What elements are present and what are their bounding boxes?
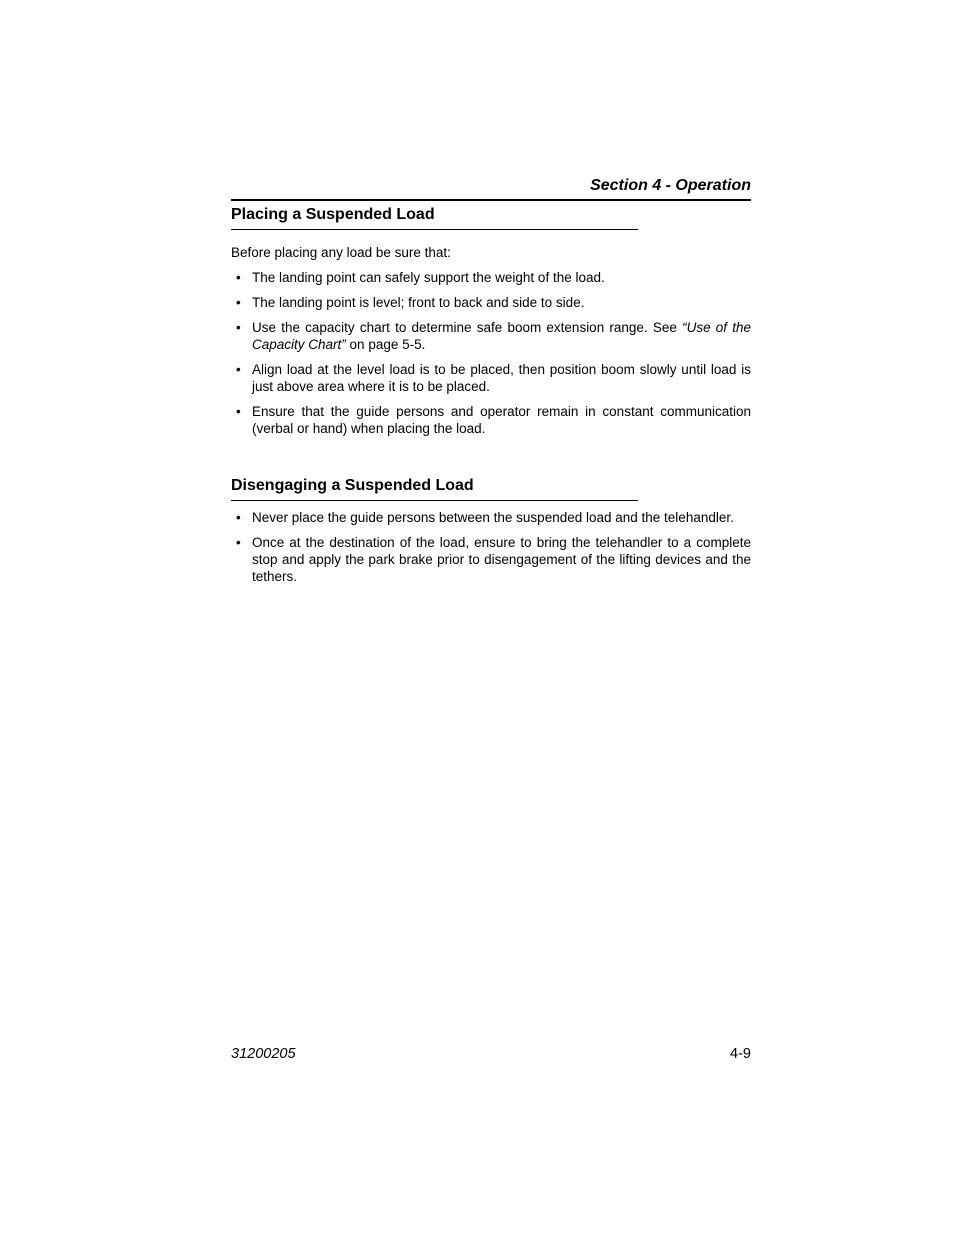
list-item (231, 294, 751, 311)
list-item (231, 269, 751, 286)
capacity-chart-reference: “Use of the Capacity Chart” (252, 320, 751, 352)
list-item (231, 403, 751, 437)
placing-intro: Before placing any load be sure that: (231, 245, 451, 260)
list-item (231, 361, 751, 395)
bullet-icon: • (236, 404, 241, 419)
bullet-icon: • (236, 510, 241, 525)
disengaging-bullet-list (231, 509, 751, 585)
list-item-text: Once at the destination of the load, ensure to bring the telehandler to a complete stop and apply the park brake prior to disengagement of the lifting devices and the tethers. (252, 535, 751, 584)
list-item-text: The landing point can safely support the weight of the load. (252, 270, 605, 285)
bullet-icon: • (236, 270, 241, 285)
bullet-icon: • (236, 362, 241, 377)
list-item (231, 534, 751, 585)
list-item (231, 509, 751, 526)
section-header (231, 176, 751, 201)
page-number: 4-9 (730, 1046, 751, 1062)
list-item-text: Ensure that the guide persons and operator remain in constant communication (verbal or hand) when placing the load. (252, 404, 751, 436)
list-item (231, 319, 751, 353)
list-item-text: Never place the guide persons between the suspended load and the telehandler. (252, 510, 734, 525)
list-item-text: Use the capacity chart to determine safe boom extension range. See (252, 320, 683, 335)
bullet-icon: • (236, 320, 241, 335)
placing-section (231, 205, 751, 437)
list-item-text: on page 5-5. (345, 337, 426, 352)
list-item-text: Align load at the level load is to be placed, then position boom slowly until load is just above area where it is to be placed. (252, 362, 751, 394)
disengaging-section (231, 476, 751, 585)
list-item-text: The landing point is level; front to back and side to side. (252, 295, 585, 310)
section-header-title: Section 4 - Operation (590, 177, 751, 194)
bullet-icon: • (236, 295, 241, 310)
placing-bullet-list (231, 269, 751, 437)
placing-section-title: Placing a Suspended Load (231, 205, 638, 230)
disengaging-section-title: Disengaging a Suspended Load (231, 476, 638, 501)
bullet-icon: • (236, 535, 241, 550)
document-number: 31200205 (231, 1046, 296, 1062)
